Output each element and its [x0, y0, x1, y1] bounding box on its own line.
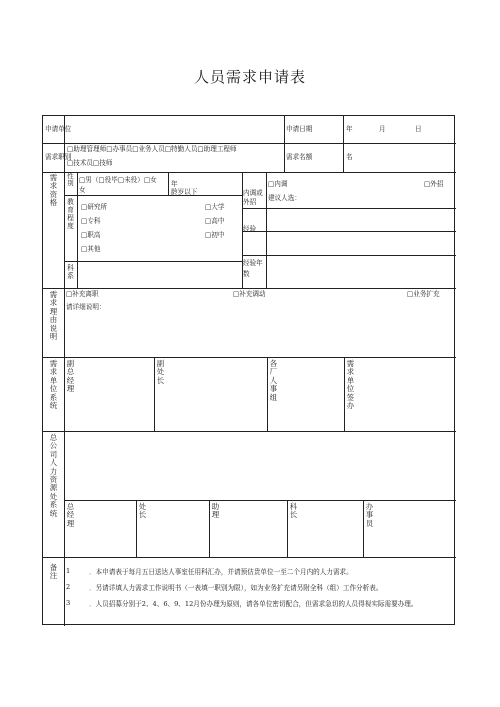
edu-option-university[interactable]: □大学 [205, 203, 225, 211]
hr-section-label: 总公司人力资源处系统 [49, 433, 58, 518]
note-1: ．本申请表于每月五日送达人事室任用科汇办，并请预估贵单位一至二个月内的人力需求。 [89, 568, 353, 576]
headcount-label: 需求名额 [286, 153, 313, 161]
qualification-section-label: 需求资格 [49, 173, 58, 208]
edu-option-other[interactable]: □其他 [81, 245, 101, 253]
note-2-number: 2 [66, 583, 71, 591]
post-options-line2[interactable]: □技术员□技师 [67, 159, 113, 167]
approval-col-hr-group: 各厂人事组 [269, 359, 278, 402]
note-1-number: 1 [66, 567, 71, 575]
note-3: ．人员招募分别于2、4、6、9、12月份办理为原则，请各单位密切配合，但需求急切的人员得视实际需要办理。 [89, 600, 418, 608]
applicant-unit-label: 申请单位 [45, 125, 72, 133]
reason-section-label: 需求理由说明 [49, 290, 58, 342]
hr-col-section-chief: 科长 [289, 502, 298, 520]
age-unit: 年 [171, 180, 178, 188]
reason-option-resign[interactable]: □补充离职 [66, 290, 99, 298]
education-label: 教育程度 [67, 198, 74, 230]
approval-col-deputy: 副处长 [156, 359, 165, 385]
headcount-unit: 名 [346, 153, 353, 161]
page-title: 人员需求申请表 [193, 68, 306, 86]
note-2: ．另请详填人力需求工作说明书（一表填一职别为限），如为业务扩充请另附全科（组）工作分析表。 [89, 584, 383, 592]
experience-years-label-b: 数 [243, 270, 250, 278]
post-options-line1[interactable]: □助理管理师□办事员□业务人员□特勤人员□助理工程师 [67, 145, 237, 153]
gender-options[interactable]: □男（□役毕□未役）□女 [79, 176, 157, 184]
gender-age-label: 性别 [67, 172, 74, 187]
age-limit: 龄岁以下 [171, 188, 198, 196]
hr-col-director: 处长 [138, 502, 147, 520]
apply-date-label: 申请日期 [286, 125, 313, 133]
date-day: 日 [415, 125, 422, 133]
major-label: 科系 [67, 264, 74, 280]
approval-section-label: 需求单位系统 [49, 359, 58, 411]
internal-option[interactable]: □内调 [268, 180, 288, 188]
experience-years-label-a: 经验年 [243, 259, 263, 267]
date-year: 年 [346, 125, 353, 133]
reason-option-expand[interactable]: □业务扩充 [407, 290, 440, 298]
request-form-table [42, 115, 455, 625]
hr-col-assistant: 助理 [211, 502, 220, 520]
note-3-number: 3 [66, 599, 71, 607]
reason-detail-label: 请详细说明： [66, 303, 106, 311]
edu-option-vocational[interactable]: □职高 [81, 231, 101, 239]
reason-option-transfer[interactable]: □补充调动 [233, 290, 266, 298]
hr-col-clerk: 办事员 [365, 502, 374, 528]
notes-section-label: 备注 [49, 563, 58, 581]
edu-option-juniorhigh[interactable]: □初中 [205, 231, 225, 239]
edu-option-college[interactable]: □专科 [81, 217, 101, 225]
external-option[interactable]: □外招 [424, 180, 444, 188]
hr-col-gm: 总经理 [66, 502, 75, 528]
recruit-type-label-b: 外招 [243, 198, 257, 206]
edu-option-highschool[interactable]: □高中 [205, 217, 225, 225]
gender-female-option[interactable]: 女 [79, 186, 86, 194]
post-label: 需求职别 [45, 153, 72, 161]
approval-col-unit-sign: 需求单位签办 [346, 359, 355, 411]
experience-label: 经验 [243, 225, 257, 233]
recruit-type-label-a: 内调或 [243, 189, 263, 197]
approval-col-vp: 副总经理 [66, 359, 75, 394]
suggested-candidate-label: 建议人选： [268, 194, 301, 202]
edu-option-graduate[interactable]: □研究所 [81, 203, 108, 211]
date-month: 月 [379, 125, 386, 133]
